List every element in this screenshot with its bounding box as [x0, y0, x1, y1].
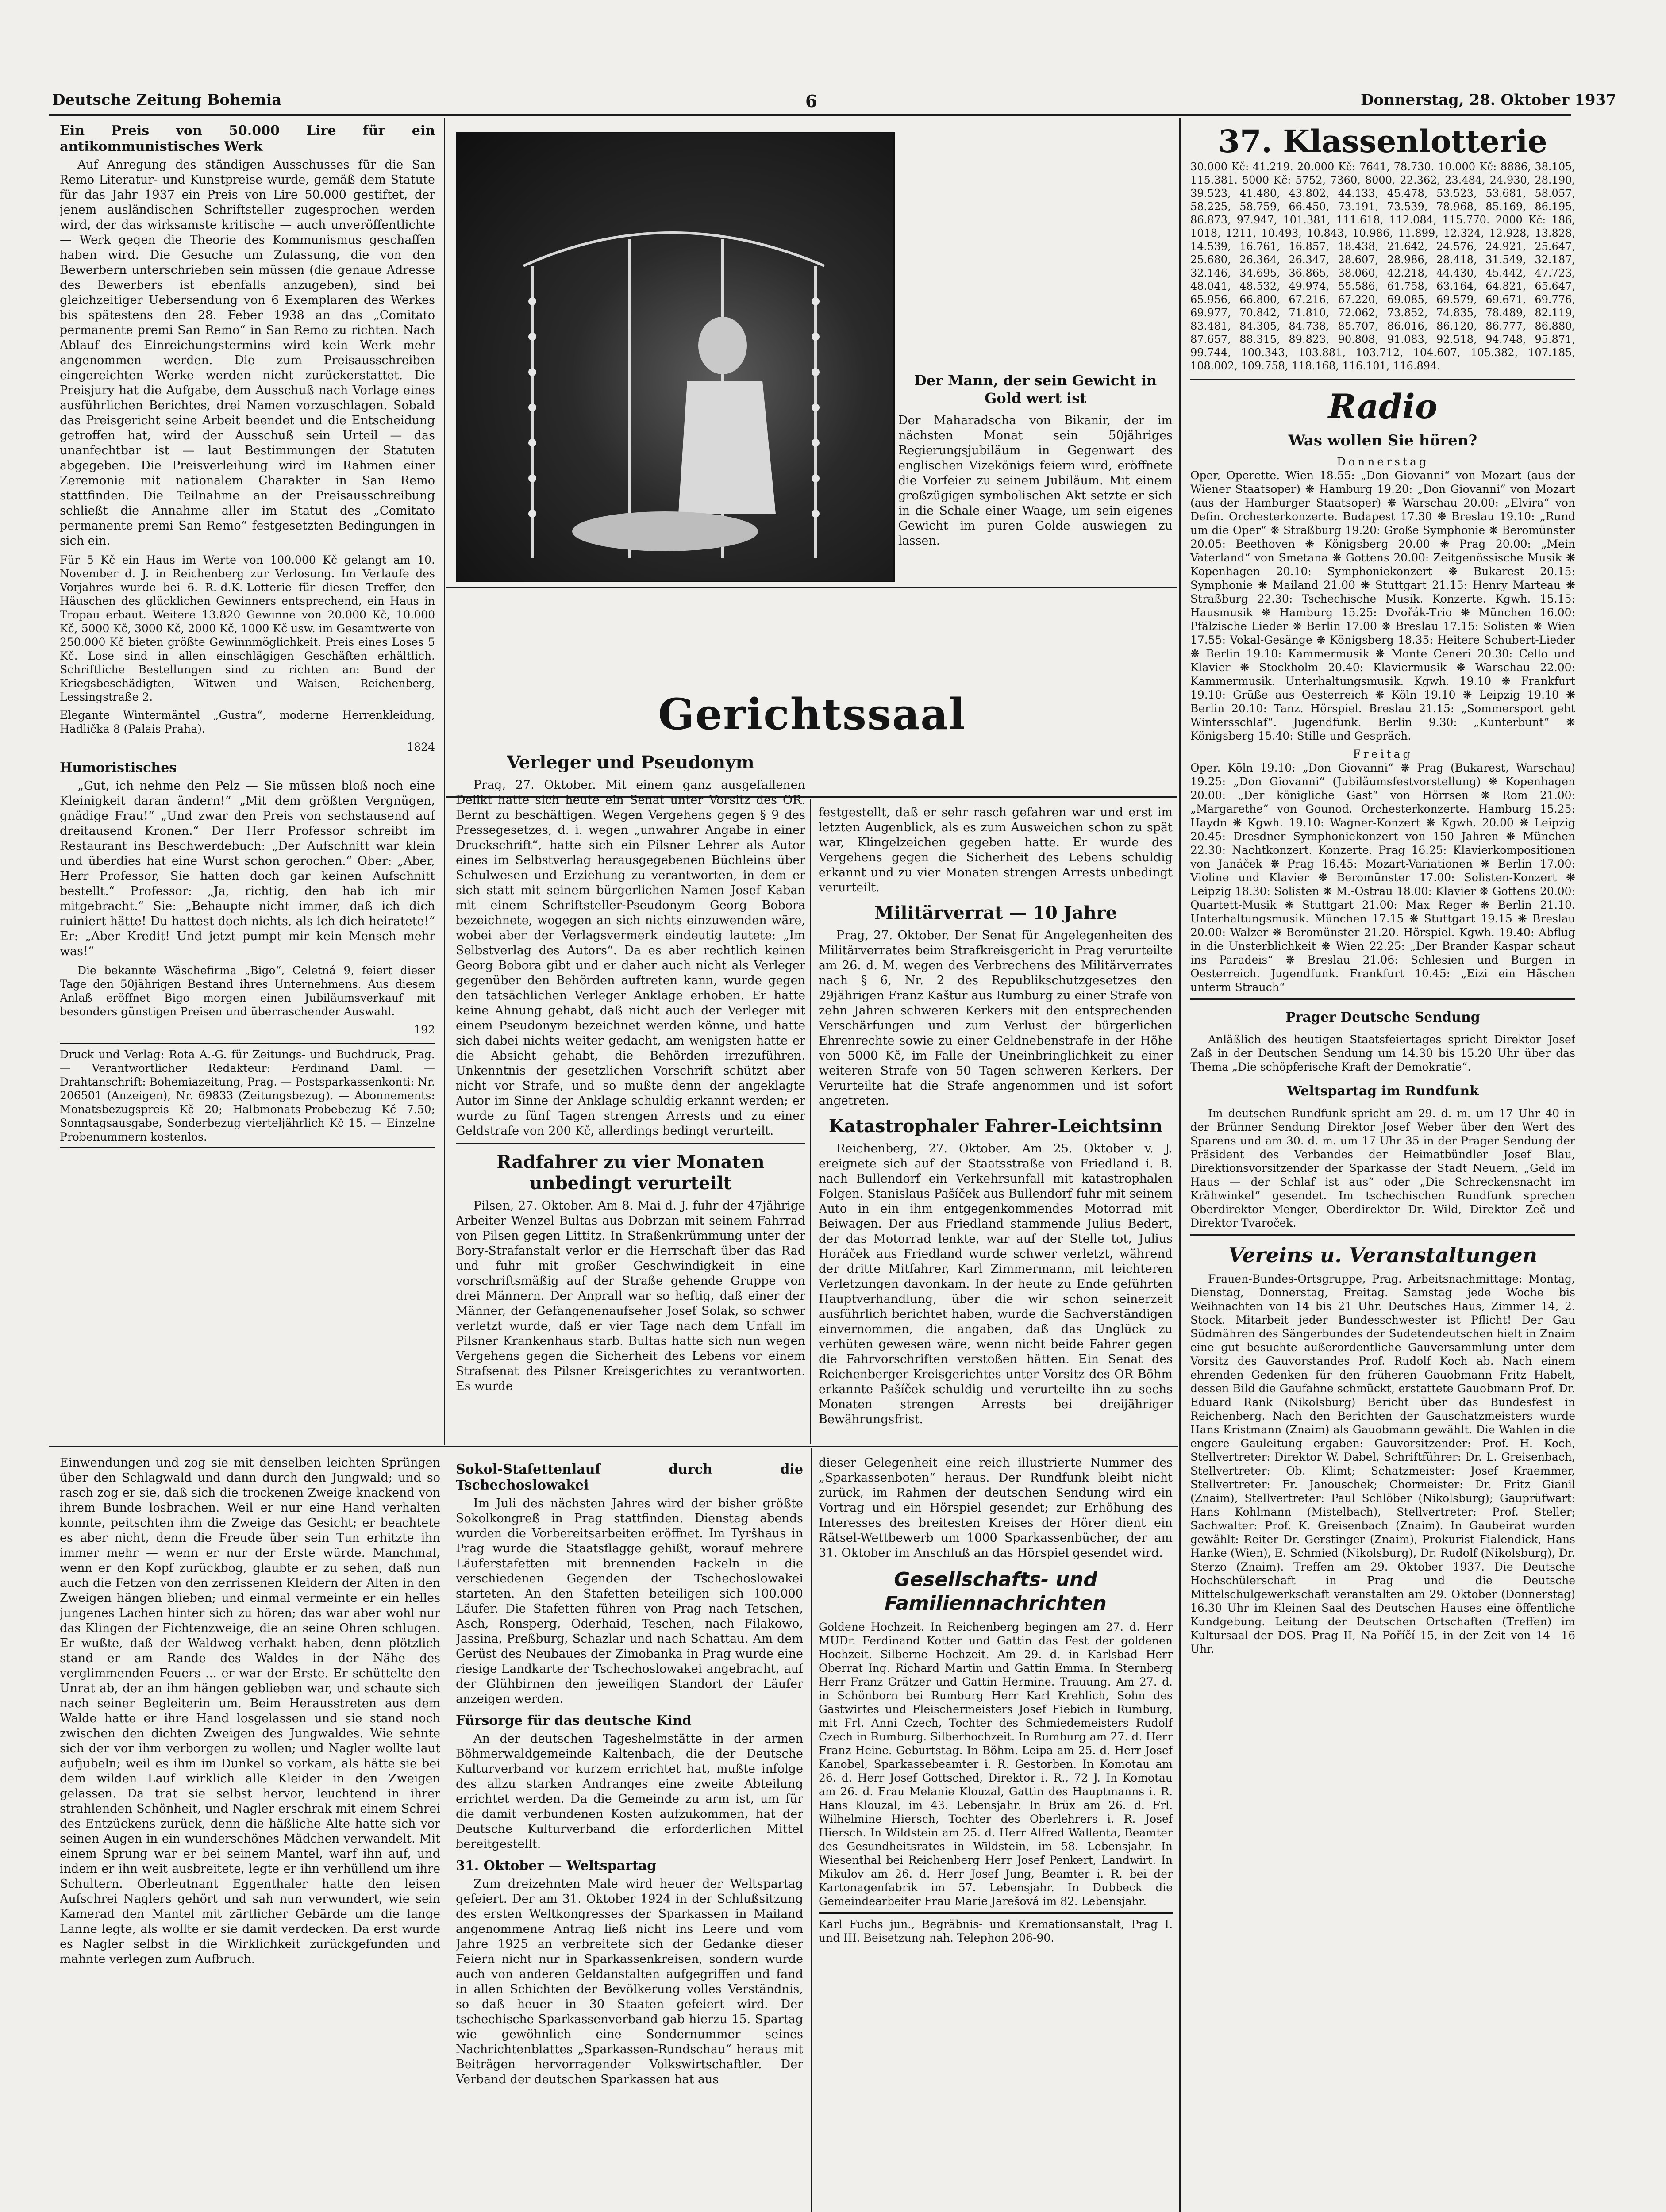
article-body: Anläßlich des heutigen Staatsfeiertages spricht Direktor Josef Zaß in der Deutschen Sendung um 14.30 bis 15.20 Uhr über das Thema „Die schöpferische Kraft der Demokratie“.	[1190, 1033, 1575, 1073]
court-column-left	[456, 752, 805, 1438]
page-number: 6	[805, 91, 817, 111]
radio-title: Radio	[1328, 387, 1438, 426]
ad-number: 1824	[407, 741, 435, 753]
article-headline: Prager Deutsche Sendung	[1285, 1010, 1480, 1025]
coat-ad: Elegante Wintermäntel „Gustra“, moderne Herrenkleidung, Hadlička 8 (Palais Praha).	[60, 709, 435, 735]
lottery-title: 37. Klassenlotterie	[1218, 123, 1547, 160]
article-rule	[456, 1143, 805, 1144]
article-body: Im deutschen Rundfunk spricht am 29. d. m. um 17 Uhr 40 in der Brünner Sendung Direktor Josef Weber über den Wert des Sparens und am 30. d. m. um 17 Uhr 35 in der Prager Sendung der Präsident des Verbandes der Heimatbündler Josef Blau, Direktionsvorsitzender der Sparkasse der Stadt Neuern, „Geld im Haus — der Schlaf ist aus“ oder „Die Schreckensnacht im Krähwinkel“ gesendet. Im tschechischen Rundfunk sprechen Oberdirektor Menger, Oberdirektor Dr. Wild, Direktor Zeč und Direktor Tvaroček.	[1190, 1107, 1575, 1229]
column-rule	[811, 1448, 812, 2212]
article-body: Prag, 27. Oktober. Mit einem ganz ausgefallenen Delikt hatte sich heute ein Senat unter Vorsitz des OR. Bernt zu beschäftigen. Wegen Vergehens gegen § 9 des Pressegesetzes, d. i. wegen „unwahrer Angabe in einer Druckschrift“, hatte sich ein Pilsner Lehrer als Autor eines im Selbstverlag herausgegebenen Büchleins über Schulwesen und Erziehung zu verantworten, in dem er sich statt mit seinem bürgerlichen Namen Josef Kaban mit einem Schriftsteller-Pseudonym Georg Bobora bezeichnete, wogegen an sich nichts einzuwenden wäre, wobei aber der Verlagsvermerk eindeutig lautete: „Im Selbstverlag des Autors“. Da es aber rechtlich keinen Georg Bobora gibt und er daher auch nicht als Verleger gegenüber den Behörden auftreten kann, wurde gegen den tatsächlichen Verleger Anklage erhoben. Er hatte keine Ahnung gehabt, daß nicht auch der Verleger mit einem Pseudonym bezeichnet werden könne, und hatte sich dabei nichts weiter gedacht, am wenigsten hatte er die Absicht gehabt, die Behörden irrezuführen. Unkenntnis der gesetzlichen Vorschrift schützt aber nicht vor Strafe, und so mußte denn der angeklagte Autor im Sinne der Anklage schuldig erkannt werden; er wurde zu fünf Tagen strengen Arrests und zu einer Geldstrafe von 200 Kč, allerdings bedingt verurteilt.	[456, 778, 805, 1138]
article-headline: Ein Preis von 50.000 Lire für ein antikommunistisches Werk	[60, 123, 435, 154]
article-body: Prag, 27. Oktober. Der Senat für Angelegenheiten des Militärverrates beim Strafkreisgericht in Prag verurteilte am 26. d. M. wegen des Verbrechens des Militärverrates nach § 6, Nr. 2 des Republikschutzgesetzes den 29jährigen Franz Kaštur aus Rumburg zu einer Strafe von zehn Jahren schweren Kerkers mit den entsprechenden Verschärfungen und zum Verlust der bürgerlichen Ehrenrechte sowie zu einer Geldnebenstrafe in der Höhe von 5000 Kč, im Falle der Uneinbringlichkeit zu einer weiteren Strafe von 50 Tagen schweren Kerkers. Der Verurteilte hat die Strafe angenommen und ist sofort angetreten.	[819, 929, 1173, 1108]
humor-heading: Humoristisches	[60, 760, 177, 776]
article-headline: Verleger und Pseudonym	[507, 752, 754, 773]
section-rule	[49, 1446, 1178, 1447]
article-headline: 31. Oktober — Weltspartag	[456, 1858, 657, 1874]
radio-program: Oper. Köln 19.10: „Don Giovanni“ ❋ Prag (Bukarest, Warschau) 19.25: „Don Giovanni“ (Jubiläumsfestvorstellung) ❋ Kopenhagen 20.00: „Der königliche Gast“ von Hörrsen ❋ Rom 21.00: „Margarethe“ von Gounod. Orchesterkonzerte. Hamburg 15.25: Haydn ❋ Kgwh. 19.10: Wagner-Konzert ❋ Kgwh. 20.00 ❋ Leipzig 20.45: Dresdner Symphoniekonzert von 150 Jahren ❋ München 22.30: Nachtkonzert. Konzerte. Prag 16.25: Klavierkompositionen von Janáček ❋ Prag 16.45: Mozart-Variationen ❋ Berlin 17.00: Violine und Klavier ❋ Beromünster 17.00: Solisten-Konzert ❋ Leipzig 18.30: Solisten ❋ M.-Ostrau 18.00: Klavier ❋ Gottens 20.00: Quartett-Musik ❋ Stuttgart 21.00: Max Reger ❋ Berlin 21.10. Unterhaltungsmusik. München 17.15 ❋ Stuttgart 19.15 ❋ Breslau 20.00: Walzer ❋ Beromünster 21.20. Hörspiel. Kgwh. 19.40: Abflug in die Unsterblichkeit ❋ Wien 22.25: „Der Brander Kaspar schaut ins Paradeis“ ❋ Breslau 21.06: Schlesien und Burgen in Oesterreich. Jugendfunk. Frankfurt 10.45: „Eizi ein Häschen unterm Strauch“	[1190, 761, 1575, 994]
radio-day: Donnerstag	[1337, 455, 1429, 468]
lottery-numbers: 30.000 Kč: 41.219. 20.000 Kč: 7641, 78.730. 10.000 Kč: 8886, 38.105, 115.381. 5000 Kč: 5752, 7360, 8000, 22.362, 23.484, 24.930, 28.190, 39.523, 41.480, 43.802, 44.133, 45.478, 53.523, 53.681, 58.057, 58.225, 58.759, 66.450, 73.191, 73.539, 78.968, 85.169, 86.195, 86.873, 97.947, 101.381, 111.618, 112.084, 115.770. 2000 Kč: 186, 1018, 1211, 10.493, 10.843, 10.986, 11.899, 12.324, 12.928, 13.828, 14.539, 16.761, 16.857, 18.438, 21.642, 24.576, 24.921, 25.647, 25.680, 26.364, 26.347, 28.607, 28.986, 28.418, 31.549, 32.187, 32.146, 34.695, 36.865, 38.060, 42.218, 44.430, 45.442, 47.723, 48.041, 48.532, 49.974, 55.586, 61.758, 63.164, 64.821, 65.647, 65.956, 66.800, 67.216, 67.220, 69.085, 69.579, 69.671, 69.776, 69.977, 70.842, 71.810, 72.062, 73.852, 74.835, 78.489, 82.119, 83.481, 84.305, 84.738, 85.707, 86.016, 86.120, 86.777, 86.880, 87.657, 88.315, 89.823, 90.808, 91.083, 92.518, 94.748, 95.871, 99.744, 100.343, 103.881, 103.712, 104.607, 105.382, 107.185, 108.002, 109.758, 118.168, 116.101, 116.894.	[1190, 161, 1575, 372]
article-body: An der deutschen Tageshelmstätte in der armen Böhmerwaldgemeinde Kaltenbach, die der Deutsche Kulturverband vor kurzem errichtet hat, mußte infolge des allzu starken Andranges eine zweite Abteilung errichtet werden. Da die Gemeinde zu arm ist, um für die damit verbundenen Kosten aufzukommen, hat der Deutsche Kulturverband die erforderlichen Mittel bereitgestellt.	[456, 1732, 803, 1851]
header-date: Donnerstag, 28. Oktober 1937	[1361, 91, 1616, 109]
ad-number: 192	[414, 1023, 435, 1036]
maharaja-photo	[456, 132, 895, 582]
article-headline: Radfahrer zu vier Monaten unbedingt verurteilt	[496, 1152, 765, 1194]
article-headline: Militärverrat — 10 Jahre	[874, 902, 1117, 923]
lottery-ad: Für 5 Kč ein Haus im Werte von 100.000 Kč gelangt am 10. November d. J. in Reichenberg zur Verlosung. Im Verlaufe des Vorjahres wurde bei 6. R.-d.K.-Lotterie für diesen Treffer, den Häuschen des glücklichen Gewinners entsprechend, ein Haus in Tropau erbaut. Weitere 13.820 Gewinne von 20.000 Kč, 10.000 Kč, 5000 Kč, 3000 Kč, 2000 Kč, 1000 Kč usw. im Gesamtwerte von 250.000 Kč bieten größte Gewinnmöglichkeit. Preis eines Loses 5 Kč. Lose sind in allen einschlägigen Geschäften erhältlich. Schriftliche Bestellungen sind zu richten an: Bund der Kriegsbeschädigten, Witwen und Waisen, Reichenberg, Lessingstraße 2.	[60, 553, 435, 703]
radio-program: Oper, Operette. Wien 18.55: „Don Giovanni“ von Mozart (aus der Wiener Staatsoper) ❋ Hamburg 19.20: „Don Giovanni“ von Mozart (aus der Hamburger Staatsoper) ❋ Warschau 20.00: „Elvira“ von Defin. Orchesterkonzerte. Budapest 17.30 ❋ Breslau 19.10: „Rund um die Oper“ ❋ Straßburg 19.20: Große Symphonie ❋ Beromünster 20.05: Beethoven ❋ Königsberg 20.00 ❋ Prag 20.00: „Mein Vaterland“ von Smetana ❋ Gottens 20.00: Zeitgenössische Musik ❋ Kopenhagen 20.10: Symphoniekonzert ❋ Bukarest 20.15: Symphonie ❋ Mailand 21.00 ❋ Stuttgart 21.15: Henry Marteau ❋ Straßburg 22.30: Tschechische Musik. Konzerte. Kgwh. 15.15: Hausmusik ❋ Hamburg 15.25: Dvořák-Trio ❋ München 16.00: Pfälzische Lieder ❋ Berlin 17.00 ❋ Breslau 17.15: Solisten ❋ Wien 17.55: Vokal-Gesänge ❋ Königsberg 18.35: Heitere Schubert-Lieder ❋ Berlin 19.10: Kammermusik ❋ Monte Ceneri 20.30: Cello und Klavier ❋ Stockholm 20.40: Klaviermusik ❋ Warschau 22.00: Kammermusik. Unterhaltungsmusik. Kgwh. 19.10 ❋ Frankfurt 19.10: Grüße aus Oesterreich ❋ Köln 19.10 ❋ Leipzig 19.10 ❋ Berlin 20.10: Tanz. Hörspiel. Breslau 21.15: „Sommersport geht Wintersschlaf“. Jugendfunk. Berlin 9.30: „Kunterbunt“ ❋ Königsberg 15.40: Stille und Gespräch.	[1190, 469, 1575, 742]
caption-text: Der Maharadscha von Bikanir, der im nächsten Monat sein 50jähriges Regierungsjubiläum in Gegenwart des englischen Vizekönigs feiern wird, eröffnete die Vorfeier zu seinem Jubiläum. Mit einem großzügigen symbolischen Akt setzte er sich in die Schale einer Waage, um sein eigenes Gewicht im puren Golde auswiegen zu lassen.	[898, 414, 1173, 548]
funeral-ad: Karl Fuchs jun., Begräbnis- und Kremationsanstalt, Prag I. und III. Beisetzung nah. Telephon 206-90.	[819, 1912, 1173, 1945]
imprint-text: Druck und Verlag: Rota A.-G. für Zeitungs- und Buchdruck, Prag. — Verantwortlicher Redakteur: Ferdinand Daml. — Drahtanschrift: Bohemiazeitung, Prag. — Postsparkassenkonti: Nr. 206501 (Anzeigen), Nr. 69833 (Zeitungsbezug). — Abonnements: Monatsbezugspreis Kč 20; Halbmonats-Probebezug Kč 7.50; Sonntagsausgabe, Sonderbezug vierteljährlich Kč 15. — Einzelne Probenummern kostenlos.	[60, 1048, 435, 1143]
scale-illustration	[457, 133, 893, 581]
laundry-ad: Die bekannte Wäschefirma „Bigo“, Celetná 9, feiert dieser Tage den 50jährigen Bestand ihres Unternehmens. Aus diesem Anlaß eröffnet Bigo morgen einen Jubiläumsverkauf mit besonders günstigen Preisen und überraschender Auswahl.	[60, 964, 435, 1018]
news-column	[456, 1455, 803, 2212]
article-body: Pilsen, 27. Oktober. Am 8. Mai d. J. fuhr der 47jährige Arbeiter Wenzel Bultas aus Dobrzan mit seinem Fahrrad von Pilsen gegen Littitz. In Straßenkrümmung unter der Bory-Strafanstalt verlor er die Herrschaft über das Rad und fuhr mit großer Geschwindigkeit in eine vorschriftsmäßig auf der Straße gehende Gruppe von drei Männern. Der Anprall war so heftig, daß einer der Männer, der Gefangenenaufseher Josef Solak, so schwer verletzt wurde, daß er vier Tage nach dem Unfall im Pilsner Krankenhaus starb. Bultas hatte sich nun wegen Vergehens gegen die Sicherheit des Lebens vor einem Strafsenat des Pilsner Kreisgerichtes zu verantworten. Es wurde	[456, 1199, 805, 1393]
article-body: festgestellt, daß er sehr rasch gefahren war und erst im letzten Augenblick, als es zum Ausweichen schon zu spät war, Klingelzeichen gegeben hatte. Er wurde des Vergehens gegen die Sicherheit des Lebens schuldig erkannt und zu vier Monaten strengen Arrests unbedingt verurteilt.	[819, 806, 1173, 895]
events-title: Vereins u. Veranstaltungen	[1228, 1243, 1538, 1267]
humor-body: „Gut, ich nehme den Pelz — Sie müssen bloß noch eine Kleinigkeit daran ändern!“ „Mit dem größten Vergnügen, gnädige Frau!“ „Und zwar den Preis von sechstausend auf dreitausend Kronen.“ Der Herr Professor schreibt im Restaurant ins Beschwerdebuch: „Der Aufschnitt war klein und überdies hat eine Wurst schon gerochen.“ Ober: „Aber, Herr Professor, Sie hatten doch gar keinen Aufschnitt bestellt.“ Professor: „Ja, richtig, den hab ich mir mitgebracht.“ Sie: „Behaupte nicht immer, daß ich dich ruiniert hätte! Du hattest doch nichts, als ich dich heiratete!“ Er: „Aber Kredit! Und jetzt pumpt mir kein Mensch mehr was!“	[60, 779, 435, 958]
radio-day: Freitag	[1353, 748, 1413, 760]
section-rule	[446, 587, 1177, 588]
article-body: dieser Gelegenheit eine reich illustrierte Nummer des „Sparkassenboten“ heraus. Der Rundfunk bleibt nicht zurück, im Rahmen der deutschen Sendung wird ein Vortrag und ein Hörspiel gesendet; zur Erhöhung des Interesses des breitesten Kreises der Hörer dient ein Rätsel-Wettbewerb um 1000 Sparkassenbücher, der am 31. Oktober im Anschluß an das Hörspiel gesendet wird.	[819, 1456, 1173, 1560]
article-body: Auf Anregung des ständigen Ausschusses für die San Remo Literatur- und Kunstpreise wurde, gemäß dem Statute für das Jahr 1937 ein Preis von Lire 50.000 gestiftet, der jenem ausländischen Schriftsteller zugesprochen werden wird, der das wirksamste kritische — auch unveröffentlichte — Werk gegen die Theorie des Kommunismus geschaffen haben wird. Die Gesuche um Zulassung, die von den Bewerbern unterschrieben sein müssen (die genaue Adresse des Bewerbers ist ebenfalls anzugeben), sind bei gleichzeitiger Uebersendung von 6 Exemplaren des Werkes bis spätestens den 28. Feber 1938 an das „Comitato permanente premi San Remo“ in San Remo zu richten. Nach Ablauf des Einreichungstermins wird kein Werk mehr angenommen werden. Die zum Preisausschreiben eingereichten Werke werden nicht zurückerstattet. Die Preisjury hat die Aufgabe, dem Ausschuß nach Vorlage eines ausführlichen Berichtes, drei Namen vorzuschlagen. Sobald das Preisgericht seine Arbeit beendet und die Entscheidung getroffen hat, wird der Ausschuß sein Urteil — das unanfechtbar ist — laut Bestimmungen der Statuten abgegeben. Die Preisverleihung wird im Rahmen einer Zeremonie mit nationalem Charakter in San Remo stattfinden. Die Teilnahme an der Preisausschreibung schließt die Annahme aller im Statut des „Comitato permanente premi San Remo“ festgesetzten Bedingungen in sich ein.	[60, 158, 435, 548]
right-column	[1190, 123, 1575, 2212]
section-rule	[1190, 1234, 1575, 1236]
society-column	[819, 1455, 1173, 2212]
radio-subtitle: Was wollen Sie hören?	[1288, 432, 1477, 449]
header-rule	[49, 114, 1571, 116]
column-rule	[1179, 118, 1181, 2212]
caption-title: Der Mann, der sein Gewicht in Gold wert ist	[914, 372, 1157, 407]
masthead-paper-name: Deutsche Zeitung Bohemia	[52, 91, 282, 109]
article-headline: Weltspartag im Rundfunk	[1287, 1083, 1479, 1099]
article-body: Zum dreizehnten Male wird heuer der Weltspartag gefeiert. Der am 31. Oktober 1924 in der Schlußsitzung des ersten Weltkongresses der Sparkassen in Mailand angenommene Antrag ließ nicht ins Leere und vom Jahre 1925 an verbreitete sich der Gedanke dieser Feiern nicht nur in Sparkassenkreisen, sondern wurde auch von anderen Geldanstalten aufgegriffen und fand in allen Schichten der Bevölkerung volles Verständnis, so daß heuer in 30 Staaten gefeiert wird. Der tschechische Sparkassenverband gab hierzu 15. Spartag wie gewöhnlich eine Sondernummer seines Nachrichtenblattes „Sparkassen-Rundschau“ heraus mit Beiträgen hervorragender Volkswirtschaftler. Der Verband der deutschen Sparkassen hat aus	[456, 1877, 803, 2086]
section-rule	[1190, 379, 1575, 380]
left-column	[60, 123, 435, 1439]
article-body: Reichenberg, 27. Oktober. Am 25. Oktober v. J. ereignete sich auf der Staatsstraße von Friedland i. B. nach Bullendorf ein Verkehrsunfall mit katastrophalen Folgen. Stanislaus Pašíček aus Bullendorf fuhr mit seinem Auto in ein ihm entgegenkommendes Motorrad mit Beiwagen. Der aus Friedland stammende Julius Bedert, der das Motorrad lenkte, war auf der Stelle tot, Julius Horáček aus Friedland wurde schwer verletzt, während der dritte Mitfahrer, Karl Zimmermann, mit leichteren Verletzungen davonkam. In der heute zu Ende geführten Hauptverhandlung, über die wir schon seinerzeit ausführlich berichtet haben, wurde die Sachverständigen einvernommen, die angaben, daß das Unglück zu verhüten gewesen wäre, wenn nicht beide Fahrer gegen die Fahrvorschriften verstoßen hätten. Ein Senat des Reichenberger Kreisgerichtes unter Vorsitz des OR Böhm erkannte Pašíček schuldig und verurteilte ihn zu sechs Monaten strengen Arrests bei dreijähriger Bewährungsfrist.	[819, 1142, 1173, 1426]
story-column	[60, 1455, 440, 2212]
story-text: Einwendungen und zog sie mit denselben leichten Sprüngen über den Schlagwald und dann durch den Jungwald; und so rasch zog er sie, daß sich die trockenen Zweige knackend von ihrem Bunde losbrachen. Weil er nur eine Hand verhalten konnte, peitschten ihm die Zweige das Gesicht; er beachtete es aber nicht, denn die Freude über sein Tun erhitzte ihn immer mehr — wenn er nur der Erste würde. Manchmal, wenn er den Kopf zurückbog, glaubte er zu sehen, daß nun auch die Fetzen von den zerrissenen Kleidern der Alten in den Zweigen hängen blieben; und einmal vermeinte er ein helles jungenes Lachen hinter sich zu hören; das war aber wohl nur das Klingen der Fichtenzweige, die an seine Ohren schlugen. Er wußte, daß der Waldweg verhakt haben, denn plötzlich stand er am Rande des Waldes in der Nähe des verglimmenden Feuers ... er war der Erste. Er schüttelte den Unrat ab, der an ihm hängen geblieben war, und schaute sich nach seiner Begleiterin um. Beim Herausstreten aus dem Walde hatte er ihre Hand losgelassen und sie stand noch zwischen den dichten Zweigen des Jungwaldes. Wie sehnte sich der vor ihm verborgen zu wollen; und Nagler wollte laut aufjubeln; weil es ihm im Dunkel so vorkam, als hätte sie bei dem wilden Lauf wirklich alle Kleider in den Zweigen gelassen. Da trat sie selbst hervor, leuchtend in ihrer strahlenden Schönheit, und Nagler erschrak mit einem Schrei des Entzückens zurück, denn die häßliche Alte hatte sich vor seinen Augen in ein wunderschönes Mädchen verwandelt. Mit einem Sprung war er bei seinem Mantel, warf ihn auf, und indem er ihn weit ausbreitete, legte er ihn verhüllend um ihre Schultern. Oberleutnant Eggenthaler hatte den leisen Aufschrei Naglers gehört und sah nun verwundert, wie sein Kamerad den Mantel mit zärtlicher Gebärde um die lange Lanne legte, als wollte er sie damit verdecken. Da erst wurde es Nagler selbst in die Wirklichkeit zurückgefunden und mahnte verlegen zum Aufbruch.	[60, 1456, 440, 1966]
events-body: Frauen-Bundes-Ortsgruppe, Prag. Arbeitsnachmittage: Montag, Dienstag, Donnerstag, Freitag. Samstag jede Woche bis Weihnachten von 14 bis 21 Uhr. Deutsches Haus, Zimmer 14, 2. Stock. Mitarbeit jeder Bundesschwester ist Pflicht! Der Gau Südmähren des Sängerbundes der Sudetendeutschen hielt in Znaim eine gut besuchte außerordentliche Gauversammlung unter dem Vorsitz des Gauvorstandes Prof. Rudolf Koch ab. Nach einem ehrenden Gedenken für den früheren Gauobmann Fritz Habelt, dessen Bild die Gaufahne schmückt, erstattete Gauobmann Prof. Dr. Eduard Rank (Nikolsburg) Bericht über das Bundesfest in Reichenberg. Nach den Berichten der Gauschatzmeisters wurde Hans Kristmann (Znaim) als Gauobmann gewählt. Die Wahlen in die engere Gauleitung ergaben: Gauvorsitzender: Prof. H. Koch, Stellvertreter: Direktor W. Dabel, Schriftführer: Dr. L. Greisenbach, Stellvertreter: Ob. Klimt; Schatzmeister: Josef Kraemmer, Stellvertreter: Fr. Janouschek; Chormeister: Dr. Fritz Gianil (Znaim), Stellvertreter: Paul Schlöber (Nikolsburg); Gauprüfwart: Hans Kohlmann (Mistelbach), Stellvertreter: Prof. Steller; Sachwalter: Prof. K. Greisenbach (Znaim). In Gaubeirat wurden gewählt: Reiter Dr. Gerstinger (Znaim), Prokurist Fialendick, Hans Hanke (Wien), E. Schmied (Nikolsburg), Dr. Rudolf (Nikolsburg), Dr. Sterzo (Znaim). Treffen am 29. Oktober 1937. Die Deutsche Hochschülerschaft in Prag und die Deutsche Mittelschulgewerkschaft veranstalten am 29. Oktober (Donnerstag) 16.30 Uhr im Kleinen Saal des Deutschen Hauses eine öffentliche Kundgebung. Leitung der Deutschen Ortschaften (Treffen) im Kultursaal der DOS. Prag II, Na Poříčí 15, in der Zeit von 14—16 Uhr.	[1190, 1272, 1575, 1655]
court-column-right	[819, 805, 1173, 1442]
article-headline: Sokol-Stafettenlauf durch die Tschechoslowakei	[456, 1462, 803, 1493]
column-rule	[444, 118, 445, 1445]
photo-caption	[898, 372, 1173, 549]
society-notices: Goldene Hochzeit. In Reichenberg begingen am 27. d. Herr MUDr. Ferdinand Kotter und Gattin das Fest der goldenen Hochzeit. Silberne Hochzeit. Am 29. d. in Karlsbad Herr Oberrat Ing. Richard Martin und Gattin Emma. In Sternberg Herr Franz Grätzer und Gattin Hermine. Trauung. Am 27. d. in Schönborn bei Rumburg Herr Karl Krehlich, Sohn des Gastwirtes und Fleischermeisters Josef Fiebich in Rumburg, mit Frl. Anni Czech, Tochter des Schmiedemeisters Rudolf Czech in Rumburg. Silberhochzeit. In Rumburg am 27. d. Herr Franz Heine. Geburtstag. In Böhm.-Leipa am 25. d. Herr Josef Kanobel, Sparkassebeamter i. R. Gestorben. In Komotau am 26. d. Herr Josef Gottsched, Direktor i. R., 72 J. In Komotau am 26. d. Frau Melanie Klouzal, Gattin des Hauptmanns i. R. Hans Klouzal, im 43. Lebensjahr. In Brüx am 26. d. Frl. Wilhelmine Hiersch, Tochter des Oberlehrers i. R. Josef Hiersch. In Wildstein am 25. d. Herr Alfred Wallenta, Beamter des Gesundheitsrates in Wildstein, im 58. Lebensjahr. In Wiesenthal bei Reichenberg Herr Josef Penkert, Landwirt. In Mikulov am 26. d. Herr Josef Jung, Beamter i. R. bei der Kartonagenfabrik im 57. Lebensjahr. In Dubbeck die Gemeindearbeiter Frau Marie Jarešová im 82. Lebensjahr.	[819, 1621, 1173, 1908]
imprint-box	[60, 1043, 435, 1148]
section-rule	[1190, 998, 1575, 1000]
society-title: Gesellschafts- und Familiennachrichten	[885, 1568, 1107, 1615]
column-rule	[810, 799, 811, 1444]
article-headline: Katastrophaler Fahrer-Leichtsinn	[828, 1116, 1163, 1137]
article-headline: Fürsorge für das deutsche Kind	[456, 1713, 692, 1728]
article-body: Im Juli des nächsten Jahres wird der bisher größte Sokolkongreß in Prag stattfinden. Dienstag abends wurden die Vorbereitsarbeiten eröffnet. Im Tyršhaus in Prag wurde die Staatsflagge gehißt, worauf mehrere Läuferstafetten mit brennenden Fackeln in die verschiedenen Gegenden der Tschechoslowakei starteten. An den Stafetten beteiligen sich 100.000 Läufer. Die Stafetten führen von Prag nach Tetschen, Asch, Ronsperg, Oderhaid, Teschen, nach Filakowo, Jassina, Preßburg, Schazlar und nach Schattau. Am dem Gerüst des Neubaues der Zimobanka in Prag wurde eine riesige Landkarte der Tschechoslowakei angebracht, auf der Glühbirnen den jeweiligen Standort der Läufer anzeigen werden.	[456, 1497, 803, 1706]
section-title-court: Gerichtssaal	[658, 689, 966, 739]
